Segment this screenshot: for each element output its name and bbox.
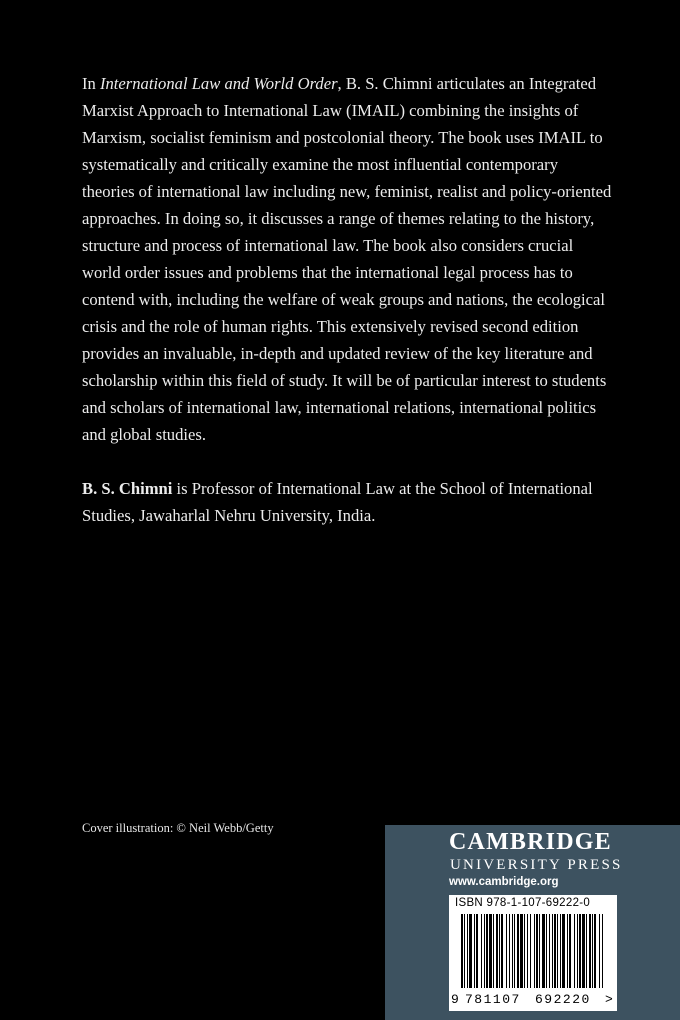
barcode-left-group: 781107 (465, 992, 521, 1007)
barcode (449, 895, 617, 1011)
barcode-right-group: 692220 (535, 992, 591, 1007)
barcode-bar (549, 914, 550, 988)
barcode-bar (560, 914, 561, 988)
cover-credit: Cover illustration: © Neil Webb/Getty (82, 821, 274, 835)
barcode-bar (582, 914, 585, 988)
description-paragraph: In International Law and World Order, B. S. Chimni articulates an Integrated Marxist Approach to International Law (IMAIL) combining the insights of Marxism, socialist feminism and postcolonial theory. The book uses IMAIL to systematically and critically examine the most influential contemporary theories of international law including new, feminist, realist and policy-oriented approaches. In doing so, it discusses a range of themes relating to the history, structure and process of international law. The book also considers crucial world order issues and problems that the international legal process has to contend with, including the welfare of weak groups and nations, the ecological crisis and the role of human rights. This extensively revised second edition provides an invaluable, in-depth and updated review of the key literature and scholarship within this field of study. It will be of particular interest to students and scholars of international law, international relations, international politics and global studies. (82, 74, 612, 444)
barcode-bar (546, 914, 547, 988)
barcode-bar (574, 914, 575, 988)
barcode-bar (476, 914, 478, 988)
barcode-bar (592, 914, 593, 988)
barcode-bar (489, 914, 492, 988)
barcode-bar (552, 914, 553, 988)
barcode-bar (486, 914, 488, 988)
barcode-bar (527, 914, 528, 988)
barcode-bar (517, 914, 519, 988)
barcode-bar (557, 914, 558, 988)
barcode-bar (579, 914, 581, 988)
barcode-bar (464, 914, 465, 988)
barcode-bar (493, 914, 494, 988)
barcode-bar (474, 914, 475, 988)
barcode-bar (594, 914, 596, 988)
barcode-bar (524, 914, 525, 988)
blurb-text (82, 70, 612, 529)
publisher-subtitle: UNIVERSITY PRESS (450, 857, 623, 873)
barcode-bar (542, 914, 545, 988)
barcode-trail-mark: > (605, 992, 613, 1007)
barcode-bar (461, 914, 463, 988)
barcode-bar (569, 914, 571, 988)
barcode-bars (459, 914, 609, 990)
isbn-label: ISBN 978-1-107-69222-0 (455, 897, 591, 909)
barcode-bar (562, 914, 565, 988)
barcode-bar (514, 914, 515, 988)
barcode-bar (586, 914, 587, 988)
barcode-bar (530, 914, 531, 988)
barcode-bar (496, 914, 498, 988)
barcode-bar (577, 914, 578, 988)
barcode-bar (534, 914, 535, 988)
author-name: B. S. Chimni (82, 479, 173, 498)
publisher-url: www.cambridge.org (449, 876, 559, 888)
barcode-bar (539, 914, 540, 988)
barcode-bar (499, 914, 500, 988)
barcode-bar (484, 914, 485, 988)
barcode-bar (501, 914, 503, 988)
barcode-bar (506, 914, 507, 988)
barcode-bar (567, 914, 568, 988)
book-title: International Law and World Order (99, 74, 338, 93)
barcode-bar (481, 914, 482, 988)
barcode-bar (512, 914, 513, 988)
barcode-lead-digit: 9 (451, 992, 459, 1007)
author-bio-paragraph: B. S. Chimni is Professor of International Law at the School of International Studies, Jawaharlal Nehru University, India. (82, 479, 593, 525)
publisher-name: CAMBRIDGE (449, 829, 612, 855)
barcode-bar (589, 914, 591, 988)
barcode-bar (536, 914, 538, 988)
publisher-panel (385, 825, 680, 1020)
barcode-bar (469, 914, 472, 988)
barcode-bar (554, 914, 556, 988)
barcode-bar (509, 914, 510, 988)
barcode-bar (599, 914, 600, 988)
barcode-bar (602, 914, 603, 988)
barcode-bar (467, 914, 468, 988)
barcode-bar (520, 914, 523, 988)
